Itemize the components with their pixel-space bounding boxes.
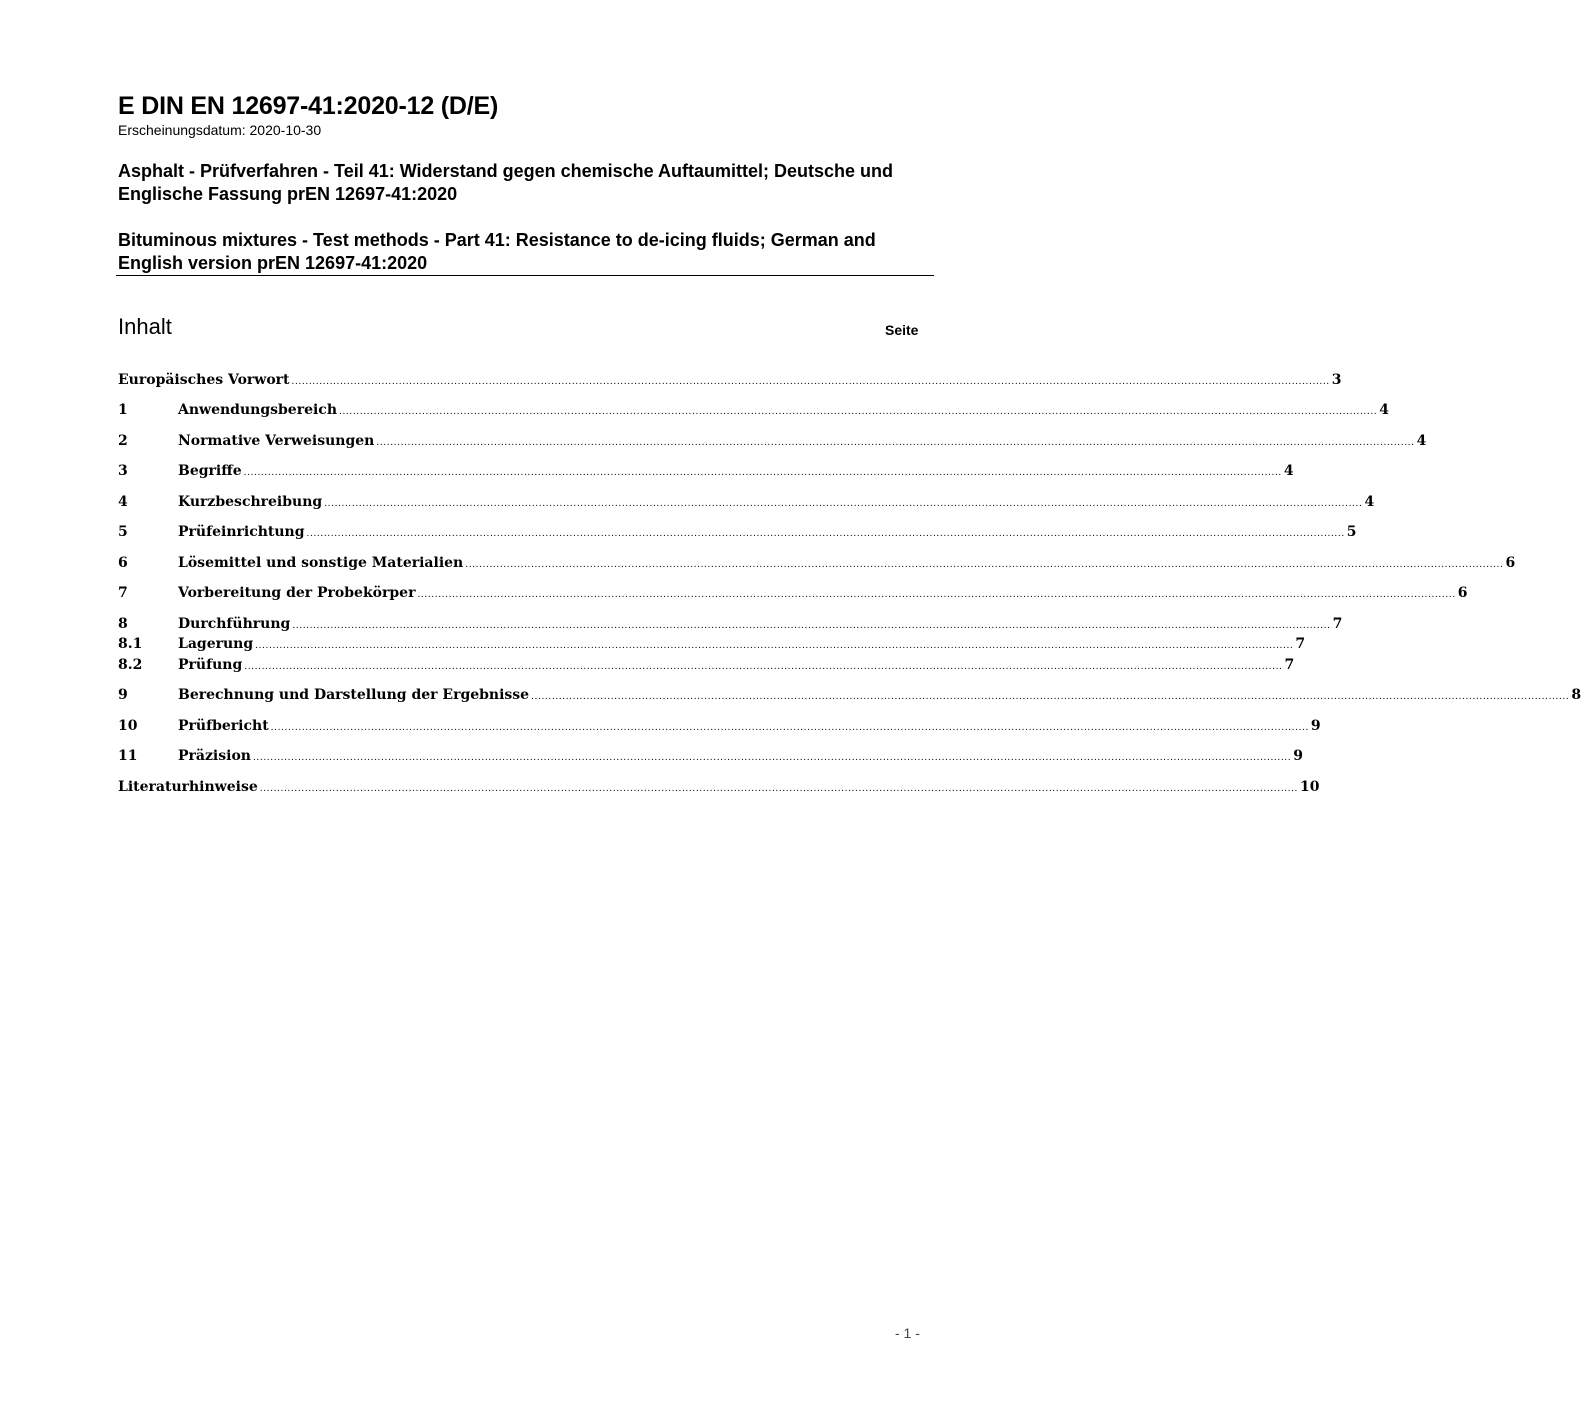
toc-entry-page: 8 [1571, 687, 1581, 703]
toc-entry-page: 4 [1364, 494, 1375, 510]
toc-leader: ............................................................................................................................................................................................................................................................................................................ [306, 529, 1345, 539]
toc-entry-page: 4 [1416, 433, 1427, 449]
publication-date: Erscheinungsdatum: 2020-10-30 [118, 122, 322, 138]
toc-entry-title: Literaturhinweise [118, 779, 258, 795]
toc-entry[interactable] [118, 524, 1357, 544]
toc-entry-title: Prüfung [178, 657, 243, 673]
toc-entry-number: 2 [118, 433, 128, 449]
toc-entry-number: 8.2 [118, 657, 143, 673]
toc-entry[interactable] [118, 657, 1295, 677]
page-number: - 1 - [895, 1325, 920, 1341]
toc-entry-title: Berechnung und Darstellung der Ergebnisse [178, 687, 530, 703]
toc-entry-page: 9 [1293, 748, 1303, 764]
toc-entry[interactable] [118, 585, 1468, 605]
header-divider [116, 275, 934, 276]
toc-entry-page: 7 [1295, 636, 1306, 652]
toc-entry[interactable] [118, 616, 1343, 636]
toc-entry-page: 7 [1332, 616, 1343, 632]
toc-leader: ............................................................................................................................................................................................................................................................................................................ [244, 662, 1283, 672]
toc-entry-title: Vorbereitung der Probekörper [178, 585, 416, 601]
toc-entry[interactable] [118, 463, 1294, 483]
toc-page-label: Seite [885, 322, 919, 338]
toc-leader: ............................................................................................................................................................................................................................................................................................................ [252, 753, 1292, 763]
toc-entry-page: 3 [1331, 372, 1342, 388]
toc-entry-title: Normative Verweisungen [178, 433, 375, 449]
toc-entry-title: Kurzbeschreibung [178, 494, 323, 510]
toc-entry-number: 11 [118, 748, 138, 764]
toc-entry-number: 8.1 [118, 636, 143, 652]
document-id: E DIN EN 12697-41:2020-12 (D/E) [118, 92, 499, 120]
toc-entry[interactable] [118, 687, 1581, 707]
toc-entry-number: 8 [118, 616, 128, 632]
toc-entry-title: Durchführung [178, 616, 291, 632]
toc-leader: ............................................................................................................................................................................................................................................................................................................ [243, 468, 1282, 478]
toc-leader: ............................................................................................................................................................................................................................................................................................................ [255, 641, 1294, 651]
toc-leader: ............................................................................................................................................................................................................................................................................................................ [324, 499, 1363, 509]
toc-entry[interactable] [118, 718, 1321, 738]
title-german: Asphalt - Prüfverfahren - Teil 41: Widerstand gegen chemische Auftaumittel; Deutsche und Englische Fassung prEN 12697-41:2020 [118, 161, 893, 204]
toc-entry-title: Prüfeinrichtung [178, 524, 305, 540]
toc-entry-page: 7 [1284, 657, 1295, 673]
toc-entry-page: 4 [1283, 463, 1294, 479]
toc-entry[interactable] [118, 494, 1375, 514]
toc-entry-number: 10 [118, 718, 138, 734]
toc-entry-number: 1 [118, 402, 128, 418]
toc-entry-page: 6 [1505, 555, 1516, 571]
toc-leader: ............................................................................................................................................................................................................................................................................................................ [292, 621, 1331, 631]
toc-entry-title: Europäisches Vorwort [118, 372, 290, 388]
toc-entry[interactable] [118, 555, 1516, 575]
toc-entry[interactable] [118, 779, 1320, 799]
toc-leader: ............................................................................................................................................................................................................................................................................................................ [417, 590, 1456, 600]
toc-leader: ............................................................................................................................................................................................................................................................................................................ [291, 377, 1330, 387]
toc-leader: ............................................................................................................................................................................................................................................................................................................ [376, 438, 1415, 448]
toc-entry[interactable] [118, 433, 1427, 453]
toc-entry-title: Begriffe [178, 463, 242, 479]
toc-entry-number: 3 [118, 463, 128, 479]
toc-entry-title: Lagerung [178, 636, 254, 652]
toc-leader: ............................................................................................................................................................................................................................................................................................................ [270, 723, 1309, 733]
toc-entry-page: 9 [1310, 718, 1321, 734]
toc-entry-title: Prüfbericht [178, 718, 269, 734]
toc-entry[interactable] [118, 748, 1303, 768]
toc-entry-title: Lösemittel und sonstige Materialien [178, 555, 464, 571]
toc-heading: Inhalt [118, 314, 172, 339]
toc-leader: ............................................................................................................................................................................................................................................................................................................ [259, 784, 1298, 794]
toc-entry-number: 6 [118, 555, 128, 571]
toc-leader: ............................................................................................................................................................................................................................................................................................................ [465, 560, 1504, 570]
toc-leader: ............................................................................................................................................................................................................................................................................................................ [339, 407, 1378, 417]
toc-entry[interactable] [118, 372, 1342, 392]
title-english: Bituminous mixtures - Test methods - Part 41: Resistance to de-icing fluids; German and English version prEN 12697-41:2020 [118, 230, 876, 273]
toc-entry-number: 5 [118, 524, 128, 540]
toc-entry-title: Anwendungsbereich [178, 402, 337, 418]
toc-entry-page: 6 [1457, 585, 1468, 601]
toc-entry-number: 9 [118, 687, 128, 703]
toc-leader: ............................................................................................................................................................................................................................................................................................................ [531, 692, 1570, 702]
toc-entry-number: 7 [118, 585, 128, 601]
toc-entry-page: 10 [1300, 779, 1320, 795]
toc-entry-number: 4 [118, 494, 128, 510]
toc-entry-page: 5 [1346, 524, 1357, 540]
toc-entry-title: Präzision [178, 748, 251, 764]
toc-entry[interactable] [118, 402, 1389, 422]
toc-entry-page: 4 [1379, 402, 1389, 418]
toc-entry[interactable] [118, 636, 1306, 656]
